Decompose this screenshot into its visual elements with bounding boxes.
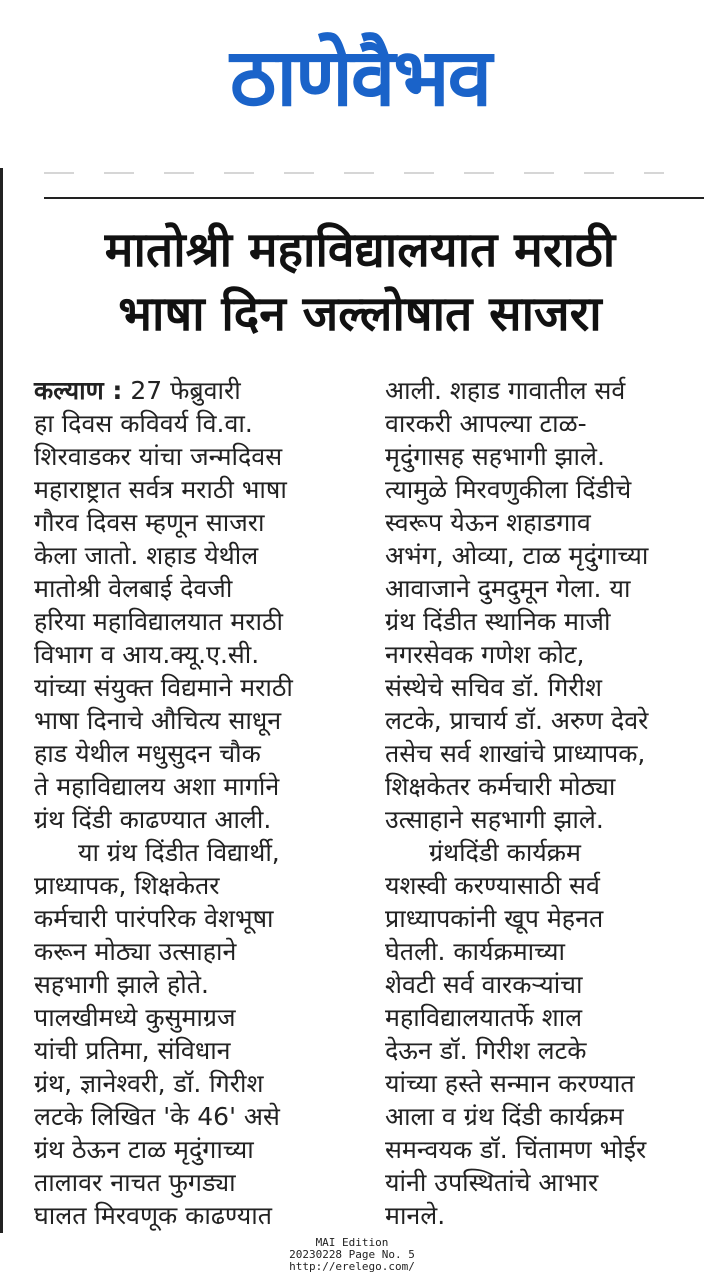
- body-line: कल्याण : 27 फेब्रुवारी: [34, 376, 241, 405]
- body-line: ग्रंथदिंडी कार्यक्रम: [429, 838, 581, 867]
- body-line: महाविद्यालयातर्फे शाल: [385, 1003, 583, 1032]
- body-line: हाड येथील मधुसुदन चौक: [34, 739, 261, 768]
- body-line: लटके, प्राचार्य डॉ. अरुण देवरे: [385, 706, 649, 735]
- body-line: महाराष्ट्रात सर्वत्र मराठी भाषा: [34, 475, 287, 504]
- body-line: मातोश्री वेलबाई देवजी: [34, 574, 233, 603]
- article-column-right: [385, 374, 704, 1232]
- body-line: घेतली. कार्यक्रमाच्या: [385, 937, 566, 966]
- body-line: हरिया महाविद्यालयात मराठी: [34, 607, 283, 636]
- body-line: मृदुंगासह सहभागी झाले.: [385, 442, 605, 471]
- body-line: ग्रंथ दिंडी काढण्यात आली.: [34, 805, 272, 834]
- body-line: वारकरी आपल्या टाळ-: [385, 409, 587, 438]
- body-line: भाषा दिनाचे औचित्य साधून: [34, 706, 282, 735]
- body-line: यांनी उपस्थितांचे आभार: [385, 1168, 599, 1197]
- headline-line-2: भाषा दिन जल्लोषात साजरा: [118, 286, 602, 342]
- body-line: आला व ग्रंथ दिंडी कार्यक्रम: [385, 1102, 624, 1131]
- body-line: तालावर नाचत फुगड्या: [34, 1168, 236, 1197]
- body-line: शिरवाडकर यांचा जन्मदिवस: [34, 442, 283, 471]
- edition-name: MAI Edition: [315, 1236, 389, 1249]
- body-line: संस्थेचे सचिव डॉ. गिरीश: [385, 673, 603, 702]
- faded-rule: [44, 172, 664, 174]
- body-line: कर्मचारी पारंपरिक वेशभूषा: [34, 904, 274, 933]
- body-line: प्राध्यापकांनी खूप मेहनत: [385, 904, 604, 933]
- body-line: यांची प्रतिमा, संविधान: [34, 1036, 231, 1065]
- dateline: कल्याण :: [34, 376, 123, 405]
- body-line: शिक्षकेतर कर्मचारी मोठ्या: [385, 772, 616, 801]
- body-line: पालखीमध्ये कुसुमाग्रज: [34, 1003, 236, 1032]
- section-rule: [44, 197, 704, 199]
- body-line: अभंग, ओव्या, टाळ मृदुंगाच्या: [385, 541, 649, 570]
- body-line: आली. शहाड गावातील सर्व: [385, 376, 626, 405]
- body-line: हा दिवस कविवर्य वि.वा.: [34, 409, 253, 438]
- body-line: ते महाविद्यालय अशा मार्गाने: [34, 772, 280, 801]
- body-line: मानले.: [385, 1201, 446, 1230]
- masthead: [0, 0, 704, 160]
- edition-footer: [0, 1237, 704, 1273]
- body-line: शेवटी सर्व वारकऱ्यांचा: [385, 970, 583, 999]
- body-line: लटके लिखित 'के 46' असे: [34, 1102, 280, 1131]
- body-line: गौरव दिवस म्हणून साजरा: [34, 508, 265, 537]
- body-line: केला जातो. शहाड येथील: [34, 541, 259, 570]
- body-line: प्राध्यापक, शिक्षकेतर: [34, 871, 220, 900]
- article-headline: [30, 218, 690, 346]
- body-line: आवाजाने दुमदुमून गेला. या: [385, 574, 631, 603]
- page-number: 20230228 Page No. 5: [289, 1248, 415, 1261]
- body-line: सहभागी झाले होते.: [34, 970, 209, 999]
- body-line: विभाग व आय.क्यू.ए.सी.: [34, 640, 260, 669]
- body-line: उत्साहाने सहभागी झाले.: [385, 805, 604, 834]
- body-line: नगरसेवक गणेश कोट,: [385, 640, 585, 669]
- body-line: ग्रंथ दिंडीत स्थानिक माजी: [385, 607, 611, 636]
- newspaper-logo: ठाणेवैभव: [229, 31, 491, 124]
- headline-line-1: मातोश्री महाविद्यालयात मराठी: [104, 222, 616, 278]
- body-line: देऊन डॉ. गिरीश लटके: [385, 1036, 587, 1065]
- body-line: करून मोठ्या उत्साहाने: [34, 937, 237, 966]
- body-line: ग्रंथ, ज्ञानेश्वरी, डॉ. गिरीश: [34, 1069, 264, 1098]
- article-column-left: [34, 374, 364, 1232]
- body-line: या ग्रंथ दिंडीत विद्यार्थी,: [78, 838, 280, 867]
- body-line: तसेच सर्व शाखांचे प्राध्यापक,: [385, 739, 646, 768]
- body-line: घालत मिरवणूक काढण्यात: [34, 1201, 273, 1230]
- body-line: यशस्वी करण्यासाठी सर्व: [385, 871, 600, 900]
- body-line: त्यामुळे मिरवणुकीला दिंडीचे: [385, 475, 632, 504]
- body-line: यांच्या संयुक्त विद्यमाने मराठी: [34, 673, 293, 702]
- source-url[interactable]: http://erelego.com/: [289, 1260, 415, 1273]
- column-divider: [0, 168, 3, 1233]
- body-line: ग्रंथ ठेऊन टाळ मृदुंगाच्या: [34, 1135, 254, 1164]
- body-line: स्वरूप येऊन शहाडगाव: [385, 508, 591, 537]
- body-line: यांच्या हस्ते सन्मान करण्यात: [385, 1069, 635, 1098]
- body-line: समन्वयक डॉ. चिंतामण भोईर: [385, 1135, 647, 1164]
